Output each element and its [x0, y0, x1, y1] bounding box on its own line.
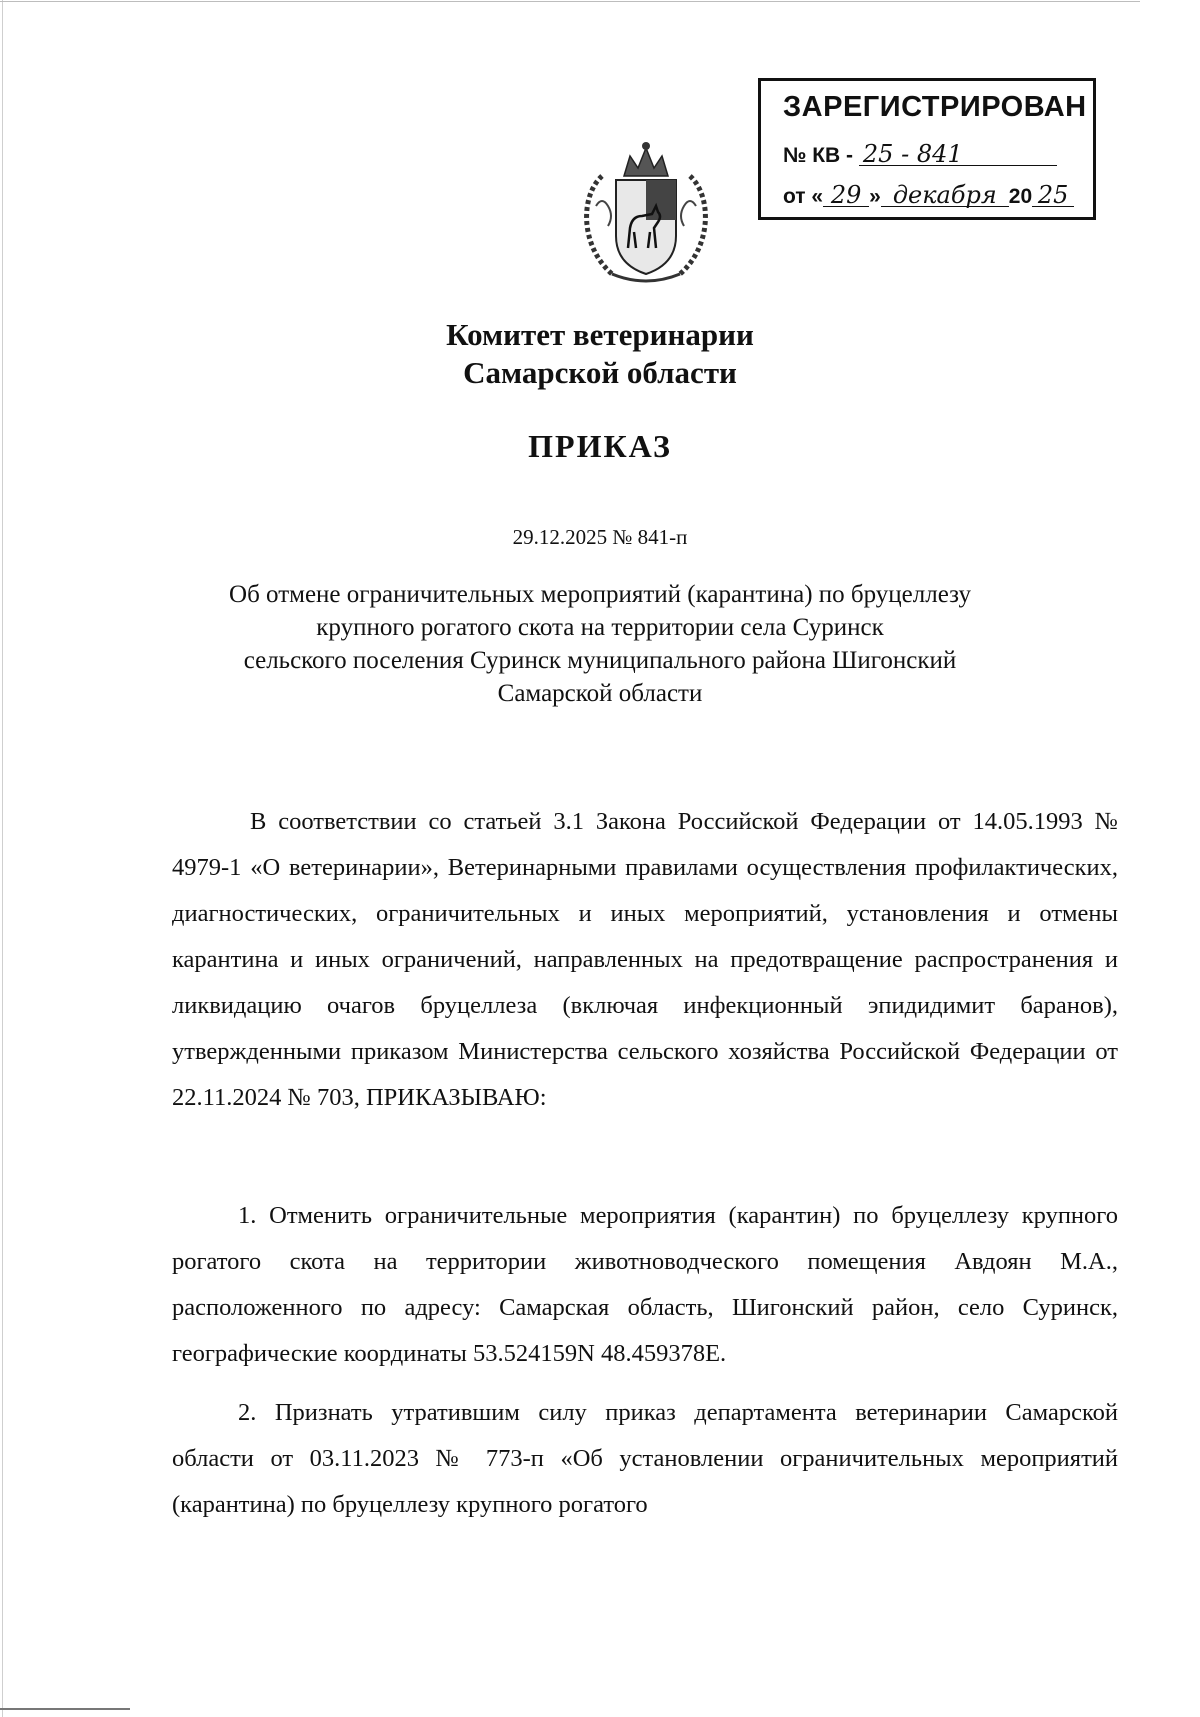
- document-subject: [0, 578, 1200, 710]
- registration-stamp: [758, 78, 1096, 220]
- organization-name-line1: Комитет ветеринарии: [446, 317, 754, 352]
- body-item1-block: [172, 1193, 1118, 1377]
- organization-name: [0, 316, 1200, 392]
- document-type: ПРИКАЗ: [528, 428, 672, 464]
- stamp-number-handwritten: 25 - 841: [859, 143, 1057, 166]
- subject-line3: сельского поселения Суринск муниципального района Шигонский: [243, 647, 957, 674]
- scan-edge-bottom: [0, 1708, 130, 1710]
- document-date-number: 29.12.2025 № 841-п: [512, 525, 688, 549]
- stamp-day-close: »: [869, 185, 881, 208]
- stamp-title: ЗАРЕГИСТРИРОВАН: [783, 91, 1087, 123]
- body-item-2: 2. Признать утратившим силу приказ департамента ветеринарии Самарской области от 03.11.2023 № 773-п «Об установлении ограничительных мероприятий (карантина) по бруцеллезу крупного рогатого: [172, 1399, 1118, 1518]
- stamp-year-handwritten: 25: [1032, 184, 1074, 207]
- subject-line2: крупного рогатого скота на территории села Суринск: [316, 614, 884, 641]
- scan-edge-top: [0, 1, 1140, 2]
- subject-line4: Самарской области: [497, 680, 703, 707]
- subject-line1: Об отмене ограничительных мероприятий (карантина) по бруцеллезу: [229, 581, 971, 608]
- scan-edge-left: [2, 0, 3, 1717]
- body-preamble: В соответствии со статьей 3.1 Закона Российской Федерации от 14.05.1993 № 4979-1 «О ветеринарии», Ветеринарными правилами осуществления профилактических, диагностических, ограничительных и иных мероприятий, установления и отмены карантина и иных ограничений, направленных на предотвращение распространения и ликвидацию очагов бруцеллеза (включая инфекционный эпидидимит баранов), утвержденными приказом Министерства сельского хозяйства Российской Федерации от 22.11.2024 № 703, ПРИКАЗЫВАЮ:: [172, 808, 1118, 1111]
- body-item2-block: [172, 1390, 1118, 1528]
- stamp-month-handwritten: декабря: [881, 184, 1009, 207]
- body-item-1: 1. Отменить ограничительные мероприятия (карантин) по бруцеллезу крупного рогатого скота на территории животноводческого помещения Авдоян М.А., расположенного по адресу: Самарская область, Шигонский район, село Суринск, географические координаты 53.524159N 48.459378E.: [172, 1202, 1118, 1367]
- organization-name-line2: Самарской области: [463, 355, 737, 390]
- body-preamble-block: [172, 799, 1118, 1121]
- stamp-number-line: [783, 140, 1057, 168]
- stamp-number-prefix: № КВ -: [783, 144, 854, 167]
- stamp-date-line: [783, 181, 1074, 209]
- stamp-year-prefix: 20: [1008, 185, 1033, 208]
- stamp-day-handwritten: 29: [823, 184, 869, 207]
- stamp-date-prefix: от «: [783, 185, 824, 208]
- samara-oblast-coat-of-arms-icon: [572, 136, 720, 288]
